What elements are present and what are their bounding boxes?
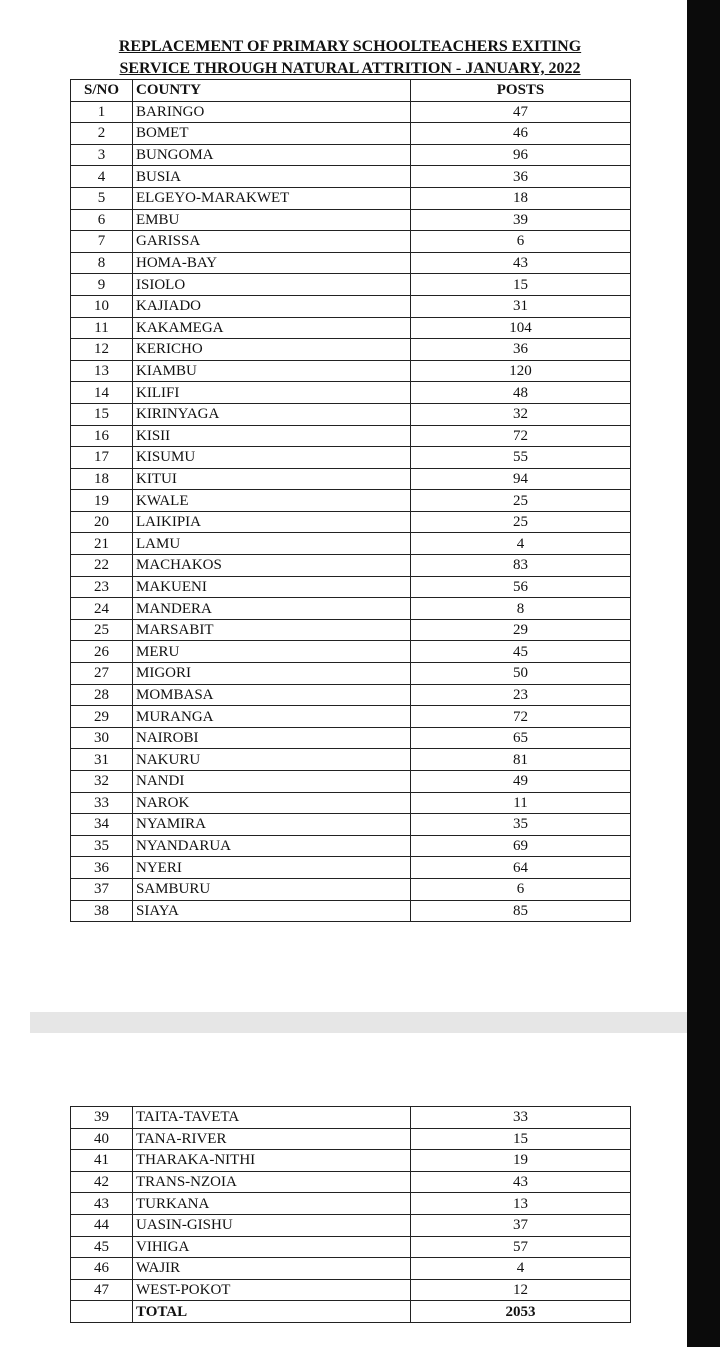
county-cell: BARINGO bbox=[133, 101, 411, 123]
table-row bbox=[71, 835, 631, 857]
county-cell: MARSABIT bbox=[133, 619, 411, 641]
sno-cell: 33 bbox=[71, 792, 133, 814]
total-sno-cell bbox=[71, 1301, 133, 1323]
county-cell: LAIKIPIA bbox=[133, 511, 411, 533]
county-cell: NANDI bbox=[133, 771, 411, 793]
sno-cell: 25 bbox=[71, 619, 133, 641]
posts-cell: 50 bbox=[411, 663, 631, 685]
county-cell: MURANGA bbox=[133, 706, 411, 728]
sno-cell: 6 bbox=[71, 209, 133, 231]
sno-cell: 12 bbox=[71, 339, 133, 361]
table-row bbox=[71, 425, 631, 447]
screen-edge bbox=[687, 0, 720, 1347]
table-row bbox=[71, 166, 631, 188]
table-row bbox=[71, 317, 631, 339]
county-cell: TURKANA bbox=[133, 1193, 411, 1215]
table-body-part-1 bbox=[71, 101, 631, 922]
county-cell: KITUI bbox=[133, 468, 411, 490]
sno-cell: 34 bbox=[71, 814, 133, 836]
header-county: COUNTY bbox=[133, 80, 411, 102]
table-row bbox=[71, 252, 631, 274]
posts-cell: 65 bbox=[411, 727, 631, 749]
posts-cell: 4 bbox=[411, 1258, 631, 1280]
sno-cell: 38 bbox=[71, 900, 133, 922]
sno-cell: 46 bbox=[71, 1258, 133, 1280]
posts-cell: 32 bbox=[411, 403, 631, 425]
sno-cell: 45 bbox=[71, 1236, 133, 1258]
table-row bbox=[71, 1279, 631, 1301]
posts-cell: 57 bbox=[411, 1236, 631, 1258]
posts-cell: 69 bbox=[411, 835, 631, 857]
table-row bbox=[71, 1150, 631, 1172]
table-body-part-2 bbox=[71, 1107, 631, 1301]
sno-cell: 5 bbox=[71, 187, 133, 209]
table-row bbox=[71, 641, 631, 663]
table-row bbox=[71, 295, 631, 317]
table-row bbox=[71, 468, 631, 490]
county-cell: TRANS-NZOIA bbox=[133, 1171, 411, 1193]
county-cell: SAMBURU bbox=[133, 878, 411, 900]
posts-cell: 55 bbox=[411, 447, 631, 469]
posts-cell: 6 bbox=[411, 231, 631, 253]
county-cell: KAKAMEGA bbox=[133, 317, 411, 339]
table-row bbox=[71, 123, 631, 145]
posts-cell: 81 bbox=[411, 749, 631, 771]
table-row bbox=[71, 684, 631, 706]
sno-cell: 7 bbox=[71, 231, 133, 253]
sno-cell: 14 bbox=[71, 382, 133, 404]
county-cell: BUSIA bbox=[133, 166, 411, 188]
table-row bbox=[71, 101, 631, 123]
sno-cell: 1 bbox=[71, 101, 133, 123]
table-row bbox=[71, 209, 631, 231]
table-row bbox=[71, 1193, 631, 1215]
sno-cell: 16 bbox=[71, 425, 133, 447]
county-cell: LAMU bbox=[133, 533, 411, 555]
total-label-cell: TOTAL bbox=[133, 1301, 411, 1323]
county-cell: KIAMBU bbox=[133, 360, 411, 382]
county-cell: BOMET bbox=[133, 123, 411, 145]
posts-cell: 85 bbox=[411, 900, 631, 922]
posts-cell: 56 bbox=[411, 576, 631, 598]
table-row bbox=[71, 749, 631, 771]
posts-cell: 35 bbox=[411, 814, 631, 836]
table-row bbox=[71, 663, 631, 685]
sno-cell: 35 bbox=[71, 835, 133, 857]
county-cell: WEST-POKOT bbox=[133, 1279, 411, 1301]
posts-cell: 46 bbox=[411, 123, 631, 145]
sno-cell: 4 bbox=[71, 166, 133, 188]
posts-cell: 13 bbox=[411, 1193, 631, 1215]
posts-cell: 25 bbox=[411, 511, 631, 533]
county-cell: BUNGOMA bbox=[133, 144, 411, 166]
posts-cell: 83 bbox=[411, 555, 631, 577]
total-posts-cell: 2053 bbox=[411, 1301, 631, 1323]
posts-cell: 64 bbox=[411, 857, 631, 879]
posts-cell: 15 bbox=[411, 1128, 631, 1150]
county-cell: HOMA-BAY bbox=[133, 252, 411, 274]
total-row bbox=[71, 1301, 631, 1323]
posts-cell: 25 bbox=[411, 490, 631, 512]
county-cell: GARISSA bbox=[133, 231, 411, 253]
county-cell: NAKURU bbox=[133, 749, 411, 771]
sno-cell: 2 bbox=[71, 123, 133, 145]
table-row bbox=[71, 187, 631, 209]
sno-cell: 44 bbox=[71, 1214, 133, 1236]
county-cell: KWALE bbox=[133, 490, 411, 512]
county-cell: EMBU bbox=[133, 209, 411, 231]
posts-cell: 47 bbox=[411, 101, 631, 123]
table-row bbox=[71, 576, 631, 598]
table-header-row bbox=[71, 80, 631, 102]
sno-cell: 40 bbox=[71, 1128, 133, 1150]
county-cell: NYANDARUA bbox=[133, 835, 411, 857]
table-row bbox=[71, 771, 631, 793]
posts-cell: 11 bbox=[411, 792, 631, 814]
table-row bbox=[71, 727, 631, 749]
county-cell: UASIN-GISHU bbox=[133, 1214, 411, 1236]
county-cell: MANDERA bbox=[133, 598, 411, 620]
table-row bbox=[71, 555, 631, 577]
table-row bbox=[71, 878, 631, 900]
header-sno: S/NO bbox=[71, 80, 133, 102]
county-cell: TANA-RIVER bbox=[133, 1128, 411, 1150]
county-cell: MOMBASA bbox=[133, 684, 411, 706]
county-cell: TAITA-TAVETA bbox=[133, 1107, 411, 1129]
table-row bbox=[71, 511, 631, 533]
sno-cell: 15 bbox=[71, 403, 133, 425]
document-title-line-1: REPLACEMENT OF PRIMARY SCHOOLTEACHERS EXITING bbox=[118, 38, 582, 55]
county-cell: KISUMU bbox=[133, 447, 411, 469]
posts-cell: 36 bbox=[411, 166, 631, 188]
posts-cell: 29 bbox=[411, 619, 631, 641]
county-cell: KISII bbox=[133, 425, 411, 447]
county-cell: NAROK bbox=[133, 792, 411, 814]
county-cell: WAJIR bbox=[133, 1258, 411, 1280]
county-cell: ELGEYO-MARAKWET bbox=[133, 187, 411, 209]
sno-cell: 21 bbox=[71, 533, 133, 555]
county-cell: MIGORI bbox=[133, 663, 411, 685]
county-cell: KIRINYAGA bbox=[133, 403, 411, 425]
sno-cell: 28 bbox=[71, 684, 133, 706]
county-cell: VIHIGA bbox=[133, 1236, 411, 1258]
posts-cell: 19 bbox=[411, 1150, 631, 1172]
posts-cell: 12 bbox=[411, 1279, 631, 1301]
posts-cell: 94 bbox=[411, 468, 631, 490]
table-row bbox=[71, 706, 631, 728]
posts-cell: 72 bbox=[411, 425, 631, 447]
sno-cell: 32 bbox=[71, 771, 133, 793]
posts-cell: 45 bbox=[411, 641, 631, 663]
sno-cell: 23 bbox=[71, 576, 133, 598]
county-cell: NYERI bbox=[133, 857, 411, 879]
county-cell: KILIFI bbox=[133, 382, 411, 404]
document-page-2 bbox=[0, 1033, 687, 1347]
county-cell: KERICHO bbox=[133, 339, 411, 361]
table-row bbox=[71, 792, 631, 814]
county-cell: MACHAKOS bbox=[133, 555, 411, 577]
posts-cell: 33 bbox=[411, 1107, 631, 1129]
sno-cell: 47 bbox=[71, 1279, 133, 1301]
table-row bbox=[71, 533, 631, 555]
table-row bbox=[71, 231, 631, 253]
posts-cell: 39 bbox=[411, 209, 631, 231]
sno-cell: 19 bbox=[71, 490, 133, 512]
table-row bbox=[71, 447, 631, 469]
table-row bbox=[71, 1128, 631, 1150]
sno-cell: 39 bbox=[71, 1107, 133, 1129]
sno-cell: 11 bbox=[71, 317, 133, 339]
sno-cell: 27 bbox=[71, 663, 133, 685]
table-row bbox=[71, 1258, 631, 1280]
table-row bbox=[71, 339, 631, 361]
sno-cell: 42 bbox=[71, 1171, 133, 1193]
posts-cell: 43 bbox=[411, 252, 631, 274]
sno-cell: 29 bbox=[71, 706, 133, 728]
table-row bbox=[71, 857, 631, 879]
sno-cell: 31 bbox=[71, 749, 133, 771]
table-row bbox=[71, 900, 631, 922]
table-row bbox=[71, 1107, 631, 1129]
posts-cell: 72 bbox=[411, 706, 631, 728]
table-row bbox=[71, 619, 631, 641]
table-row bbox=[71, 360, 631, 382]
county-cell: NAIROBI bbox=[133, 727, 411, 749]
sno-cell: 9 bbox=[71, 274, 133, 296]
table-row bbox=[71, 1171, 631, 1193]
county-cell: NYAMIRA bbox=[133, 814, 411, 836]
posts-cell: 104 bbox=[411, 317, 631, 339]
posts-cell: 36 bbox=[411, 339, 631, 361]
table-row bbox=[71, 1214, 631, 1236]
table-row bbox=[71, 403, 631, 425]
page-divider bbox=[30, 1012, 687, 1033]
sno-cell: 36 bbox=[71, 857, 133, 879]
table-row bbox=[71, 1236, 631, 1258]
posts-cell: 23 bbox=[411, 684, 631, 706]
sno-cell: 43 bbox=[71, 1193, 133, 1215]
county-cell: MAKUENI bbox=[133, 576, 411, 598]
sno-cell: 8 bbox=[71, 252, 133, 274]
sno-cell: 13 bbox=[71, 360, 133, 382]
sno-cell: 10 bbox=[71, 295, 133, 317]
sno-cell: 17 bbox=[71, 447, 133, 469]
sno-cell: 30 bbox=[71, 727, 133, 749]
county-cell: KAJIADO bbox=[133, 295, 411, 317]
sno-cell: 22 bbox=[71, 555, 133, 577]
posts-cell: 49 bbox=[411, 771, 631, 793]
county-cell: ISIOLO bbox=[133, 274, 411, 296]
county-cell: THARAKA-NITHI bbox=[133, 1150, 411, 1172]
posts-cell: 18 bbox=[411, 187, 631, 209]
table-row bbox=[71, 814, 631, 836]
posts-cell: 6 bbox=[411, 878, 631, 900]
posts-cell: 43 bbox=[411, 1171, 631, 1193]
attrition-table-part-1 bbox=[70, 79, 631, 922]
table-row bbox=[71, 490, 631, 512]
posts-cell: 8 bbox=[411, 598, 631, 620]
sno-cell: 37 bbox=[71, 878, 133, 900]
attrition-table-part-2 bbox=[70, 1106, 631, 1323]
table-row bbox=[71, 382, 631, 404]
posts-cell: 48 bbox=[411, 382, 631, 404]
county-cell: MERU bbox=[133, 641, 411, 663]
table-row bbox=[71, 144, 631, 166]
posts-cell: 31 bbox=[411, 295, 631, 317]
table-row bbox=[71, 598, 631, 620]
document-title-line-2: SERVICE THROUGH NATURAL ATTRITION - JANUARY, 2022 bbox=[119, 60, 581, 77]
posts-cell: 4 bbox=[411, 533, 631, 555]
sno-cell: 3 bbox=[71, 144, 133, 166]
sno-cell: 41 bbox=[71, 1150, 133, 1172]
posts-cell: 15 bbox=[411, 274, 631, 296]
sno-cell: 26 bbox=[71, 641, 133, 663]
posts-cell: 37 bbox=[411, 1214, 631, 1236]
table-row bbox=[71, 274, 631, 296]
sno-cell: 24 bbox=[71, 598, 133, 620]
posts-cell: 96 bbox=[411, 144, 631, 166]
sno-cell: 18 bbox=[71, 468, 133, 490]
county-cell: SIAYA bbox=[133, 900, 411, 922]
posts-cell: 120 bbox=[411, 360, 631, 382]
header-posts: POSTS bbox=[411, 80, 631, 102]
sno-cell: 20 bbox=[71, 511, 133, 533]
